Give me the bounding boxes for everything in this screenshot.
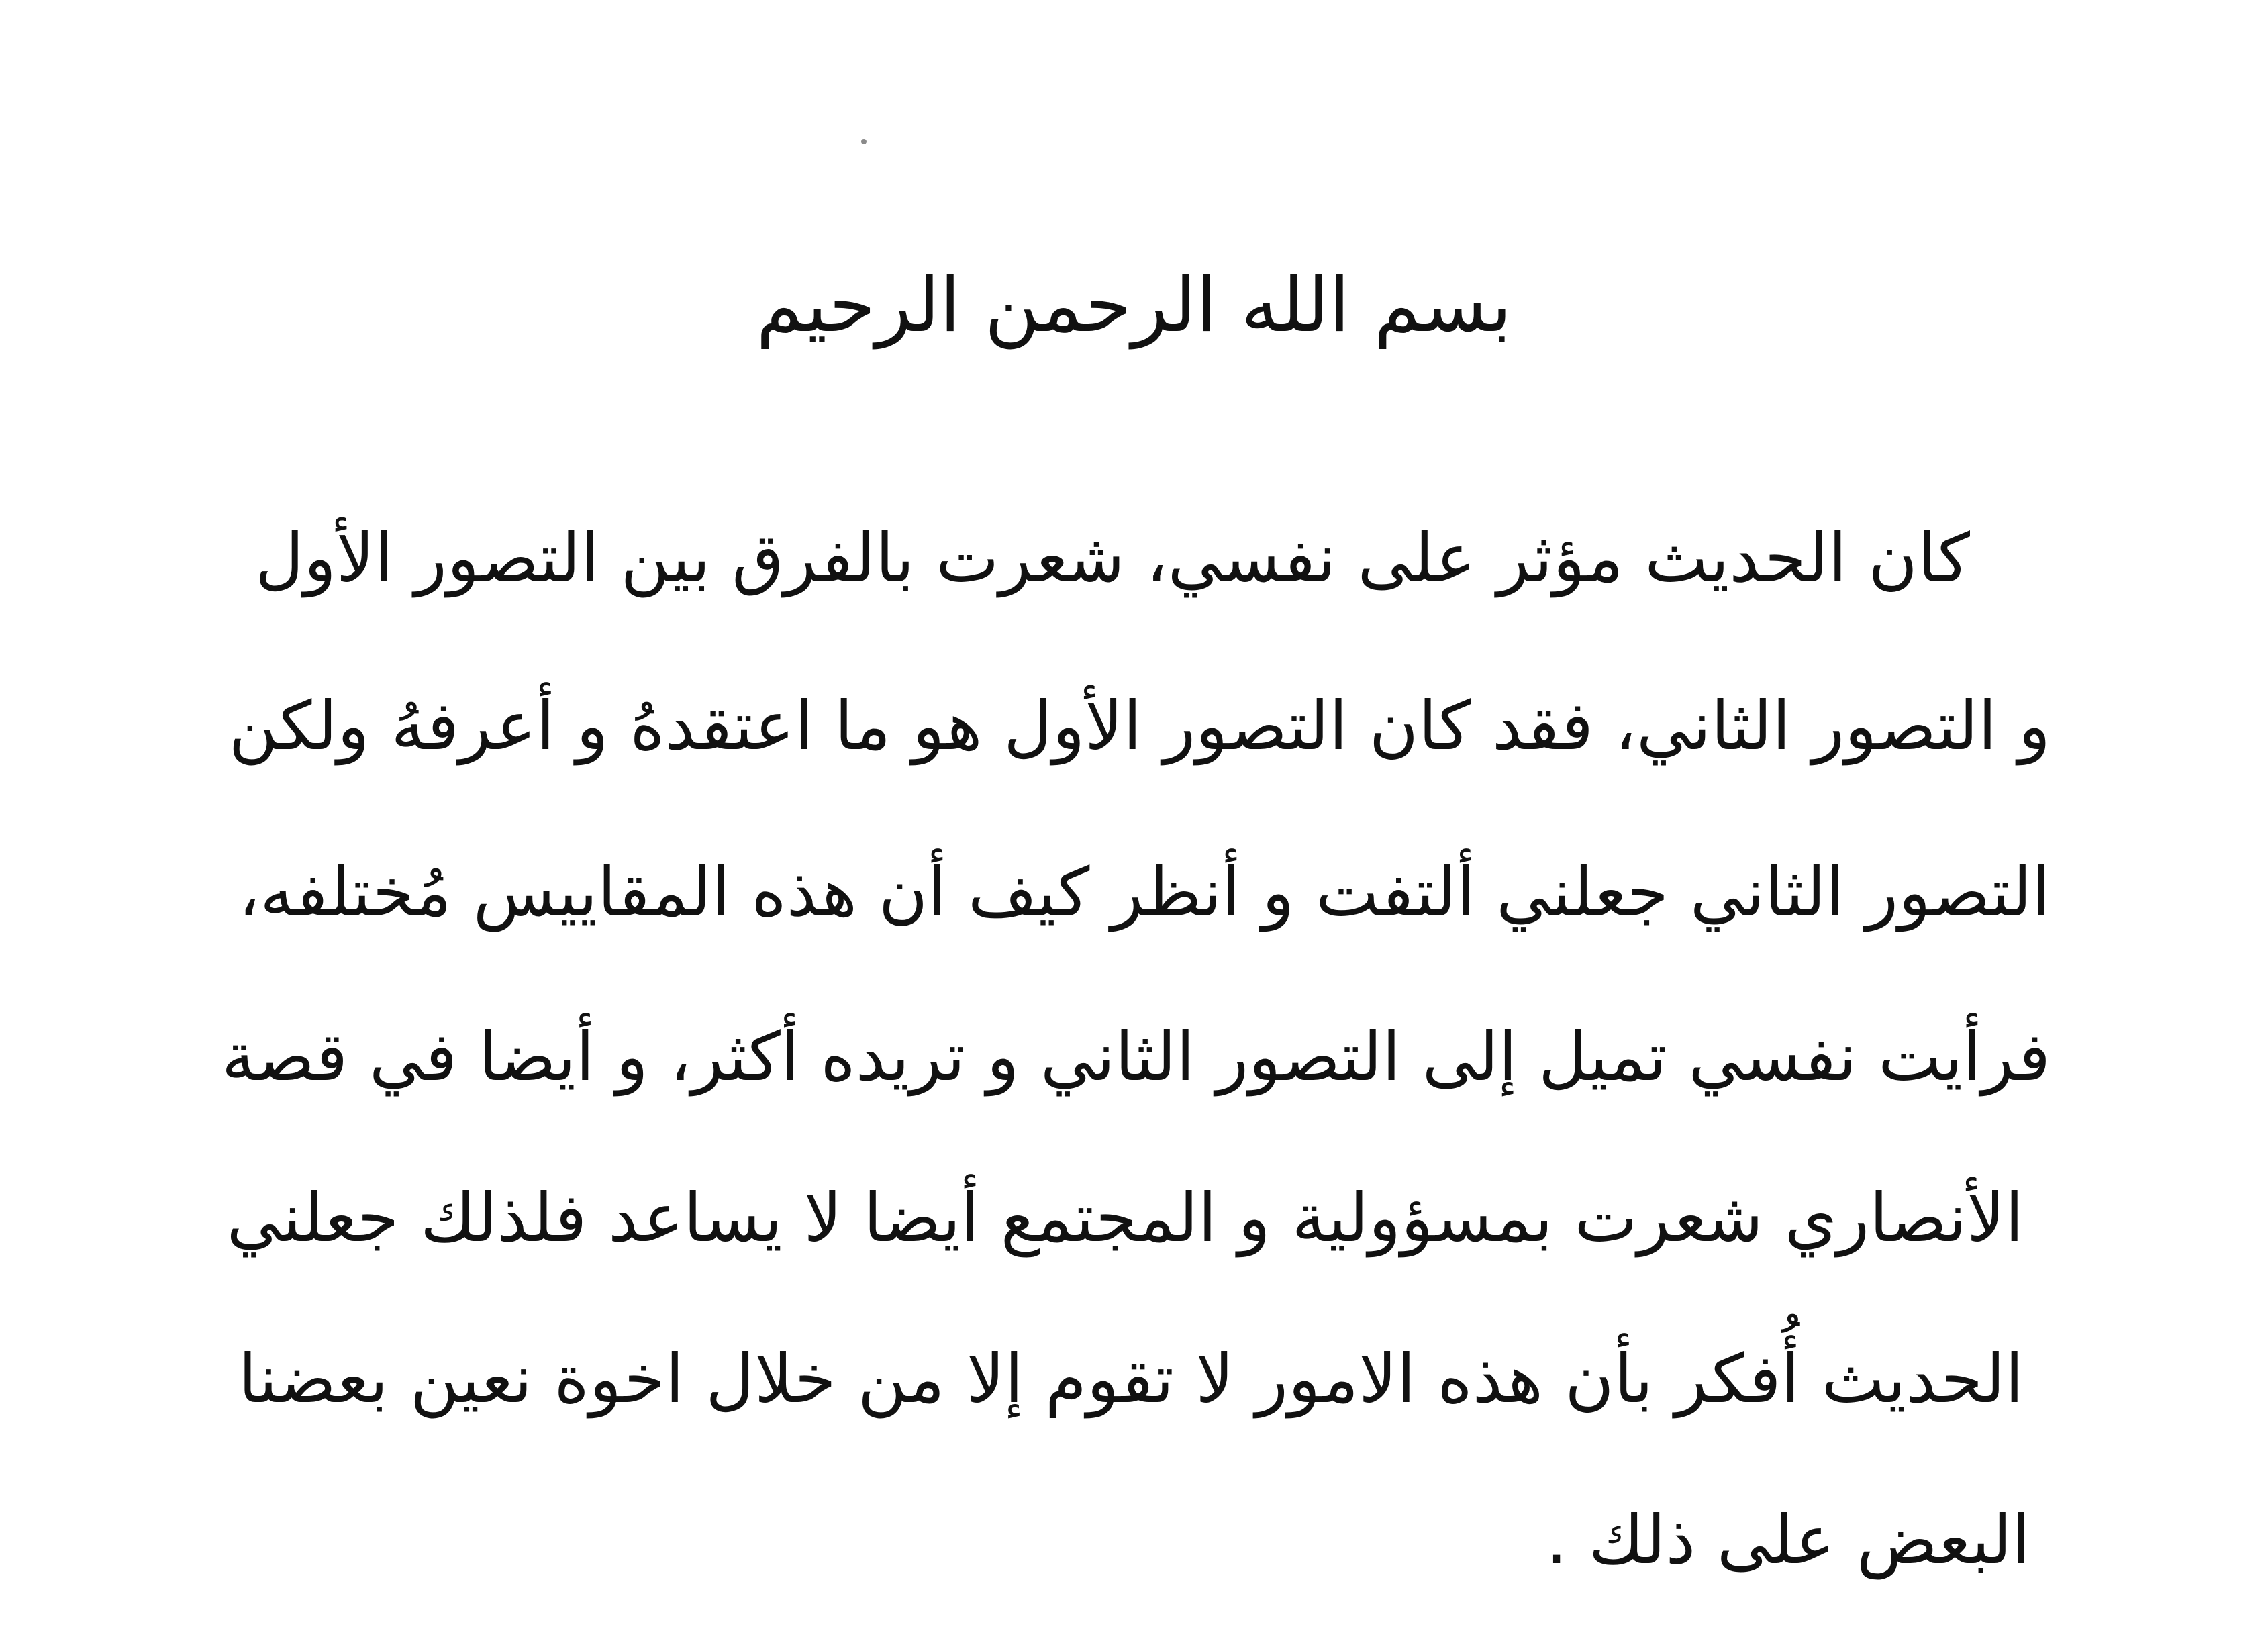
paragraph-line-5: الأنصاري شعرت بمسؤولية و المجتمع أيضا لا يساعد فلذلك جعلني: [226, 1179, 2024, 1257]
paragraph-line-3: التصور الثاني جعلني ألتفت و أنظر كيف أن هذه المقاييس مُختلفه،: [238, 853, 2051, 932]
basmala-heading: بسم الله الرحمن الرحيم: [756, 262, 1512, 349]
paragraph-line-4: فرأيت نفسي تميل إلى التصور الثاني و تريده أكثر، و أيضا في قصة: [221, 1017, 2051, 1096]
paragraph-line-1: كان الحديث مؤثر على نفسي، شعرت بالفرق بين التصور الأول: [255, 519, 1970, 597]
paragraph-line-2: و التصور الثاني، فقد كان التصور الأول هو ما اعتقدهُ و أعرفهُ ولكن: [228, 687, 2051, 765]
paragraph-line-6: الحديث أُفكر بأن هذه الامور لا تقوم إلا من خلال اخوة نعين بعضنا: [238, 1340, 2024, 1418]
paragraph-line-7: البعض على ذلك .: [1546, 1501, 2030, 1579]
